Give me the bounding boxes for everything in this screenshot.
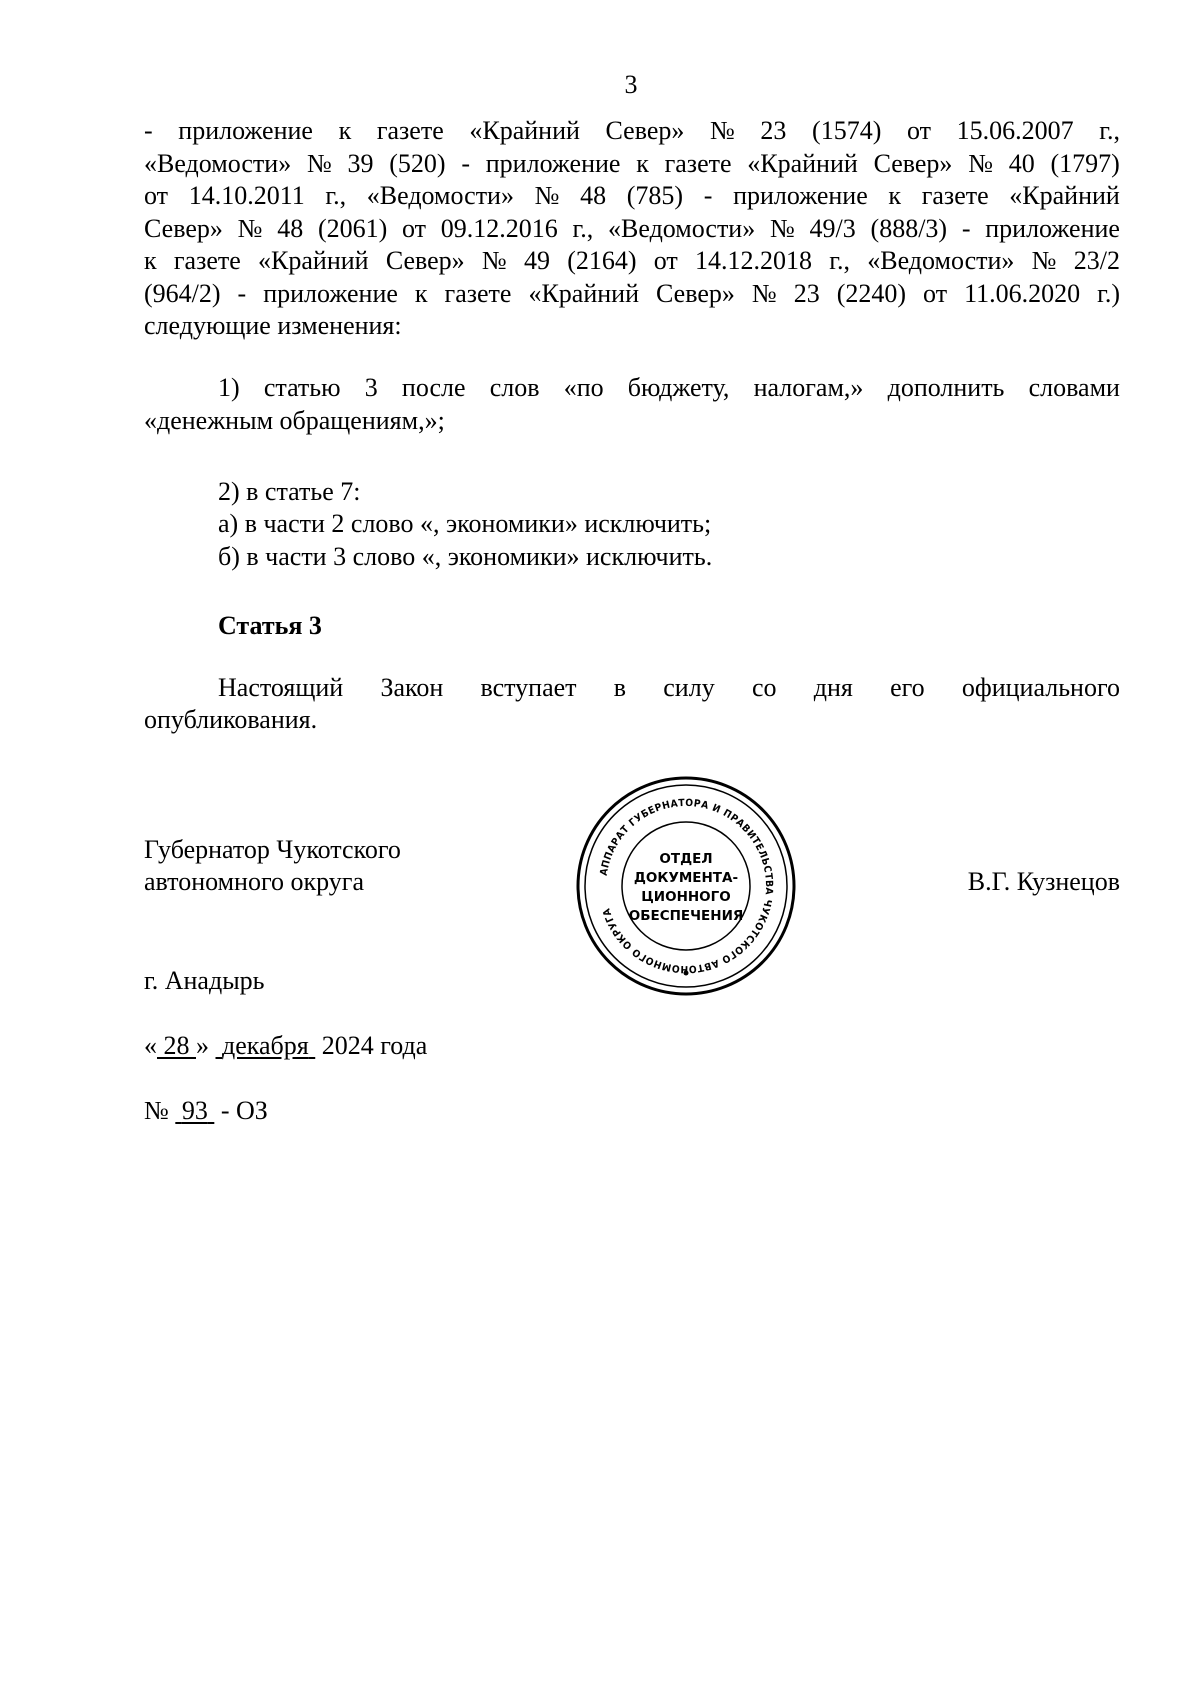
signatory-title-line-2: автономного округа xyxy=(144,867,364,896)
word: официального xyxy=(961,673,1120,702)
word: - xyxy=(144,116,153,145)
intro-line-5 xyxy=(144,245,1120,278)
word: г., xyxy=(325,181,347,210)
number-suffix: - ОЗ xyxy=(220,1096,268,1125)
date-day: 28 xyxy=(163,1031,190,1060)
word: - xyxy=(237,278,247,308)
signatory-name: В.Г. Кузнецов xyxy=(967,867,1120,896)
word: 23 xyxy=(760,116,787,145)
word: Север» xyxy=(144,213,223,243)
word: «Ведомости» xyxy=(608,213,756,243)
intro-line-2 xyxy=(144,148,1120,181)
word: - xyxy=(703,181,713,210)
word: (964/2) xyxy=(144,278,221,308)
amendment-1 xyxy=(144,372,1120,405)
word: Закон xyxy=(380,673,444,702)
date-month: декабря xyxy=(222,1031,309,1060)
word: словами xyxy=(1028,373,1120,402)
number-value: 93 xyxy=(181,1096,208,1125)
word: приложение xyxy=(985,213,1120,243)
word: от xyxy=(402,213,427,243)
word: Север» xyxy=(656,278,735,308)
word: после xyxy=(401,373,466,402)
word: от xyxy=(144,181,169,210)
word: № xyxy=(481,246,507,275)
word: 49 xyxy=(523,246,550,275)
intro-line-6 xyxy=(144,278,1120,311)
word: 3 xyxy=(364,373,378,402)
word: «по xyxy=(563,373,604,402)
word: его xyxy=(890,673,925,702)
word: (2240) xyxy=(836,278,907,308)
place: г. Анадырь xyxy=(144,966,265,995)
word: № xyxy=(237,213,263,243)
date-year: 2024 года xyxy=(321,1031,428,1060)
word: (785) xyxy=(626,181,684,210)
intro-line-1 xyxy=(144,115,1120,148)
word: от xyxy=(906,116,931,145)
official-stamp xyxy=(573,773,799,999)
amendment-1-continuation: «денежным обращениям,»; xyxy=(144,406,445,435)
word: к xyxy=(888,181,902,210)
word: - xyxy=(461,148,471,178)
word: 40 xyxy=(1008,148,1035,178)
word: № xyxy=(534,181,560,210)
word: приложение xyxy=(733,181,868,210)
word: 39 xyxy=(347,148,374,178)
word: № xyxy=(968,148,993,178)
word: Север» xyxy=(873,148,953,178)
word: слов xyxy=(489,373,540,402)
amendment-2-header: 2) в статье 7: xyxy=(218,477,361,506)
stamp-ring-text: АППАРАТ ГУБЕРНАТОРА И ПРАВИТЕЛЬСТВА ЧУКОТСКОГО АВТОНОМНОГО ОКРУГА xyxy=(598,797,775,975)
signing-date xyxy=(144,1030,427,1062)
word: «Ведомости» xyxy=(366,181,514,210)
word: (2061) xyxy=(317,213,388,243)
word: Настоящий xyxy=(218,673,344,702)
word: г., xyxy=(829,246,850,275)
stamp-center-line-1: ОТДЕЛ xyxy=(659,851,713,867)
word: 1) xyxy=(218,373,240,402)
word: газете xyxy=(664,148,732,178)
word: «Крайний xyxy=(469,116,580,145)
word: газете xyxy=(444,278,512,308)
page-number: 3 xyxy=(624,70,638,99)
word: от xyxy=(923,278,948,308)
law-number xyxy=(144,1095,268,1127)
word: 23 xyxy=(793,278,820,308)
word: 11.06.2020 xyxy=(964,278,1081,308)
word: статью xyxy=(263,373,341,402)
word: к xyxy=(338,116,352,145)
word: дня xyxy=(813,673,853,702)
intro-last-line: следующие изменения: xyxy=(144,311,402,340)
word: (2164) xyxy=(567,246,637,275)
word: 48 xyxy=(277,213,304,243)
word: со xyxy=(751,673,777,702)
word: (888/3) xyxy=(870,213,948,243)
signatory-title-line-1: Губернатор Чукотского xyxy=(144,835,401,864)
word: силу xyxy=(663,673,715,702)
word: 15.06.2007 xyxy=(956,116,1074,145)
word: газете xyxy=(173,246,241,275)
word: 14.12.2018 xyxy=(695,246,813,275)
word: № xyxy=(769,213,795,243)
number-prefix: № xyxy=(144,1096,169,1125)
word: «Ведомости» xyxy=(867,246,1015,275)
word: (1574) xyxy=(812,116,882,145)
word: г., xyxy=(572,213,594,243)
word: - xyxy=(961,213,971,243)
word: «Крайний xyxy=(258,246,369,275)
word: г.) xyxy=(1097,278,1120,308)
word: к xyxy=(636,148,649,178)
word: к xyxy=(144,246,157,275)
date-close-quote: » xyxy=(196,1031,209,1060)
intro-line-4 xyxy=(144,213,1120,246)
word: газете xyxy=(376,116,444,145)
amendment-2-item-b: б) в части 3 слово «, экономики» исключить. xyxy=(218,542,713,571)
word: 48 xyxy=(580,181,607,210)
word: приложение xyxy=(263,278,398,308)
intro-paragraph xyxy=(144,115,1120,343)
article-title: Статья 3 xyxy=(218,611,322,640)
word: «Крайний xyxy=(1009,181,1120,210)
word: приложение xyxy=(485,148,621,178)
word: 49/3 xyxy=(809,213,856,243)
word: (520) xyxy=(389,148,446,178)
article-body-continuation: опубликования. xyxy=(144,705,318,734)
word: бюджету, xyxy=(627,373,730,402)
word: № xyxy=(306,148,332,178)
word: «Крайний xyxy=(747,148,858,178)
word: № xyxy=(751,278,777,308)
word: 09.12.2016 xyxy=(440,213,558,243)
word: Север» xyxy=(385,246,465,275)
word: Север» xyxy=(605,116,685,145)
word: «Крайний xyxy=(528,278,640,308)
date-open-quote: « xyxy=(144,1031,157,1060)
word: дополнить xyxy=(887,373,1005,402)
word: № xyxy=(1031,246,1057,275)
word: вступает xyxy=(480,673,577,702)
word: к xyxy=(414,278,428,308)
word: (1797) xyxy=(1050,148,1120,178)
stamp-center-line-4: ОБЕСПЕЧЕНИЯ xyxy=(628,908,744,924)
word: от xyxy=(653,246,678,275)
amendment-2-item-a: а) в части 2 слово «, экономики» исключить; xyxy=(218,509,712,538)
word: «Ведомости» xyxy=(144,148,292,178)
stamp-center-line-2: ДОКУМЕНТА- xyxy=(633,870,739,886)
article-body xyxy=(144,672,1120,705)
word: налогам,» xyxy=(753,373,864,402)
word: № xyxy=(710,116,735,145)
word: 14.10.2011 xyxy=(188,181,305,210)
article-body-line-1 xyxy=(144,672,1120,705)
word: приложение xyxy=(178,116,313,145)
word: 23/2 xyxy=(1073,246,1120,275)
word: газете xyxy=(921,181,989,210)
amendment-1-line-1 xyxy=(144,372,1120,405)
word: г., xyxy=(1099,116,1120,145)
intro-line-3 xyxy=(144,180,1120,213)
stamp-center-line-3: ЦИОННОГО xyxy=(641,889,731,905)
word: в xyxy=(613,673,627,702)
